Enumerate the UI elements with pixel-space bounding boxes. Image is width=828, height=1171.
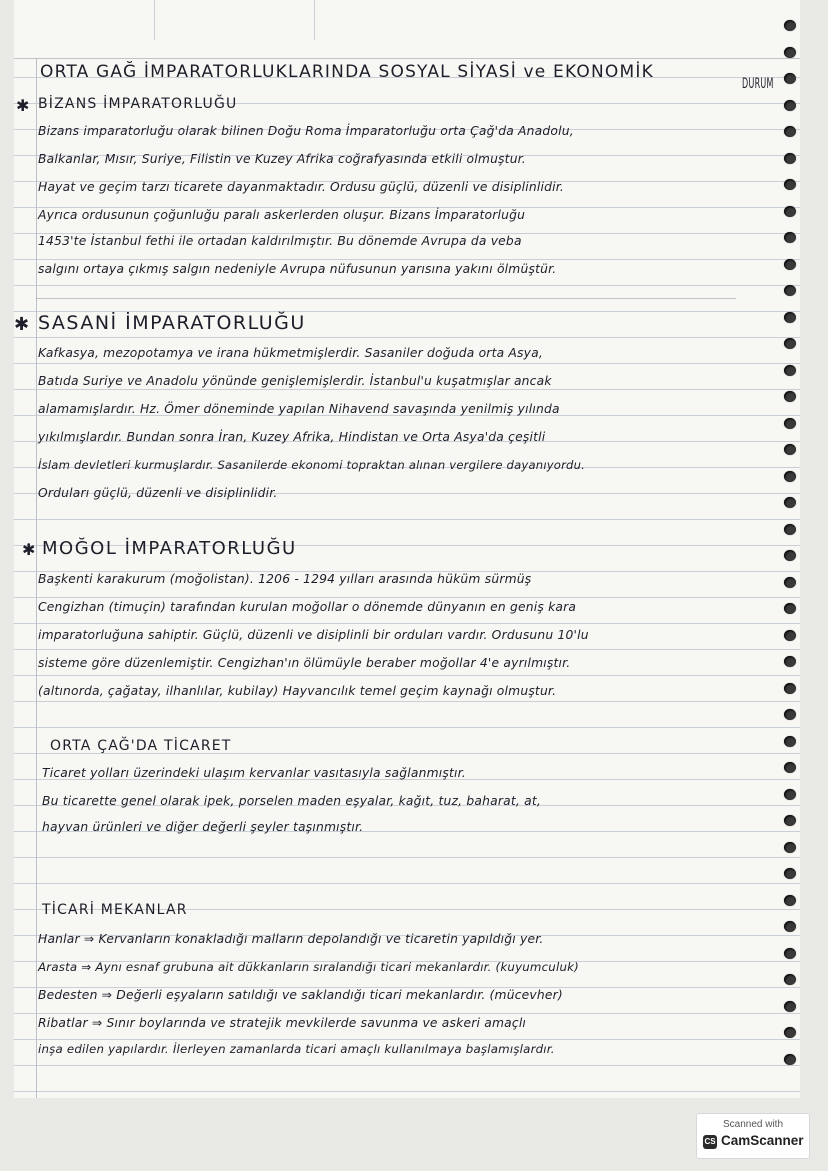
binding-hole: [784, 948, 796, 959]
heading-ticaret: ORTA ÇAĞ'DA TİCARET: [50, 738, 232, 754]
binding-hole: [784, 762, 796, 773]
bizans-line: Balkanlar, Mısır, Suriye, Filistin ve Kuzey Afrika coğrafyasında etkili olmuştur.: [38, 152, 526, 166]
binding-hole: [784, 577, 796, 588]
binding-hole: [784, 603, 796, 614]
scanned-with-caption: Scanned with: [722, 1119, 784, 1130]
ticaret-line: hayvan ürünleri ve diğer değerli şeyler taşınmıştır.: [42, 820, 364, 834]
binding-hole: [784, 921, 796, 932]
mekanlar-line: Hanlar ⇒ Kervanların konakladığı malların depolandığı ve ticaretin yapıldığı yer.: [38, 932, 544, 946]
sasani-line: yıkılmışlardır. Bundan sonra İran, Kuzey Afrika, Hindistan ve Orta Asya'da çeşitli: [38, 430, 546, 444]
sasani-line: İslam devletleri kurmuşlardır. Sasanilerde ekonomi topraktan alınan vergilere dayanıyordu.: [38, 458, 586, 472]
mekanlar-line: Arasta ⇒ Aynı esnaf grubuna ait dükkanların sıralandığı ticari mekanlardır. (kuyumculuk): [38, 960, 579, 974]
camscanner-brand: CamScanner: [721, 1133, 804, 1148]
sasani-line: Batıda Suriye ve Anadolu yönünde genişlemişlerdir. İstanbul'u kuşatmışlar ancak: [38, 374, 552, 388]
binding-hole: [784, 1027, 796, 1038]
binding-hole: [784, 471, 796, 482]
binding-hole: [784, 709, 796, 720]
heading-mogol: MOĞOL İMPARATORLUĞU: [42, 538, 297, 559]
star-bullet-sasani: ✱: [14, 314, 30, 335]
heading-bizans: BİZANS İMPARATORLUĞU: [38, 96, 238, 112]
camscanner-watermark: [696, 1113, 810, 1159]
binding-hole: [784, 550, 796, 561]
mogol-line: Başkenti karakurum (moğolistan). 1206 - 1294 yılları arasında hüküm sürmüş: [38, 572, 532, 586]
mogol-line: imparatorluğuna sahiptir. Güçlü, düzenli ve disiplinli bir orduları vardır. Ordusunu 10'lu: [38, 628, 589, 642]
camscanner-logo-icon: CS: [703, 1135, 717, 1149]
binding-hole: [784, 497, 796, 508]
spiral-binding: [772, 20, 800, 1098]
bizans-line: salgını ortaya çıkmış salgın nedeniyle Avrupa nüfusunun yarısına yakını ölmüştür.: [38, 262, 557, 276]
star-bullet-mogol: ✱: [22, 540, 36, 559]
bizans-line: Ayrıca ordusunun çoğunluğu paralı askerlerden oluşur. Bizans İmparatorluğu: [38, 208, 526, 222]
page-top-band: [14, 0, 800, 59]
binding-hole: [784, 100, 796, 111]
margin-line: [36, 58, 37, 1098]
binding-hole: [784, 259, 796, 270]
ticaret-line: Bu ticarette genel olarak ipek, porselen maden eşyalar, kağıt, tuz, baharat, at,: [42, 794, 541, 808]
binding-hole: [784, 312, 796, 323]
mogol-line: sisteme göre düzenlemiştir. Cengizhan'ın ölümüyle beraber moğollar 4'e ayrılmıştır.: [38, 656, 571, 670]
binding-hole: [784, 974, 796, 985]
binding-hole: [784, 338, 796, 349]
sasani-line: Orduları güçlü, düzenli ve disiplinlidir.: [38, 486, 278, 500]
binding-hole: [784, 630, 796, 641]
sasani-line: alamamışlardır. Hz. Ömer döneminde yapılan Nihavend savaşında yenilmiş yılında: [38, 402, 560, 416]
mekanlar-line: Ribatlar ⇒ Sınır boylarında ve stratejik mevkilerde savunma ve askeri amaçlı: [38, 1016, 527, 1030]
mogol-line: Cengizhan (timuçin) tarafından kurulan moğollar o dönemde dünyanın en geniş kara: [38, 600, 577, 614]
binding-hole: [784, 391, 796, 402]
binding-hole: [784, 789, 796, 800]
binding-hole: [784, 126, 796, 137]
binding-hole: [784, 1001, 796, 1012]
binding-hole: [784, 444, 796, 455]
heading-mekanlar: TİCARİ MEKANLAR: [42, 902, 188, 918]
binding-hole: [784, 868, 796, 879]
bizans-line: Hayat ve geçim tarzı ticarete dayanmaktadır. Ordusu güçlü, düzenli ve disiplinlidir.: [38, 180, 564, 194]
heading-sasani: SASANİ İMPARATORLUĞU: [38, 312, 306, 334]
binding-hole: [784, 20, 796, 31]
binding-hole: [784, 285, 796, 296]
binding-hole: [784, 683, 796, 694]
binding-hole: [784, 842, 796, 853]
binding-hole: [784, 815, 796, 826]
binding-hole: [784, 206, 796, 217]
binding-hole: [784, 153, 796, 164]
binding-hole: [784, 524, 796, 535]
binding-hole: [784, 47, 796, 58]
bizans-line: 1453'te İstanbul fethi ile ortadan kaldırılmıştır. Bu dönemde Avrupa da veba: [38, 234, 522, 248]
section-divider: [36, 298, 736, 299]
notebook-page: [14, 0, 800, 1098]
sasani-line: Kafkasya, mezopotamya ve irana hükmetmişlerdir. Sasaniler doğuda orta Asya,: [38, 346, 543, 360]
binding-hole: [784, 365, 796, 376]
binding-hole: [784, 179, 796, 190]
mekanlar-line: inşa edilen yapılardır. İlerleyen zamanlarda ticari amaçlı kullanılmaya başlamışlardır.: [38, 1042, 555, 1056]
mekanlar-line: Bedesten ⇒ Değerli eşyaların satıldığı ve saklandığı ticari mekanlardır. (mücevher): [38, 988, 563, 1002]
page-title-continuation: DURUM: [742, 76, 774, 92]
binding-hole: [784, 232, 796, 243]
binding-hole: [784, 736, 796, 747]
binding-hole: [784, 73, 796, 84]
ticaret-line: Ticaret yolları üzerindeki ulaşım kervanlar vasıtasıyla sağlanmıştır.: [42, 766, 466, 780]
page-title: ORTA GAĞ İMPARATORLUKLARINDA SOSYAL SİYASİ ve EKONOMİK: [40, 62, 654, 82]
binding-hole: [784, 895, 796, 906]
binding-hole: [784, 418, 796, 429]
bizans-line: Bizans imparatorluğu olarak bilinen Doğu Roma İmparatorluğu orta Çağ'da Anadolu,: [38, 124, 574, 138]
mogol-line: (altınorda, çağatay, ilhanlılar, kubilay) Hayvancılık temel geçim kaynağı olmuştur.: [38, 684, 557, 698]
binding-hole: [784, 656, 796, 667]
star-bullet-bizans: ✱: [16, 96, 30, 115]
binding-hole: [784, 1054, 796, 1065]
